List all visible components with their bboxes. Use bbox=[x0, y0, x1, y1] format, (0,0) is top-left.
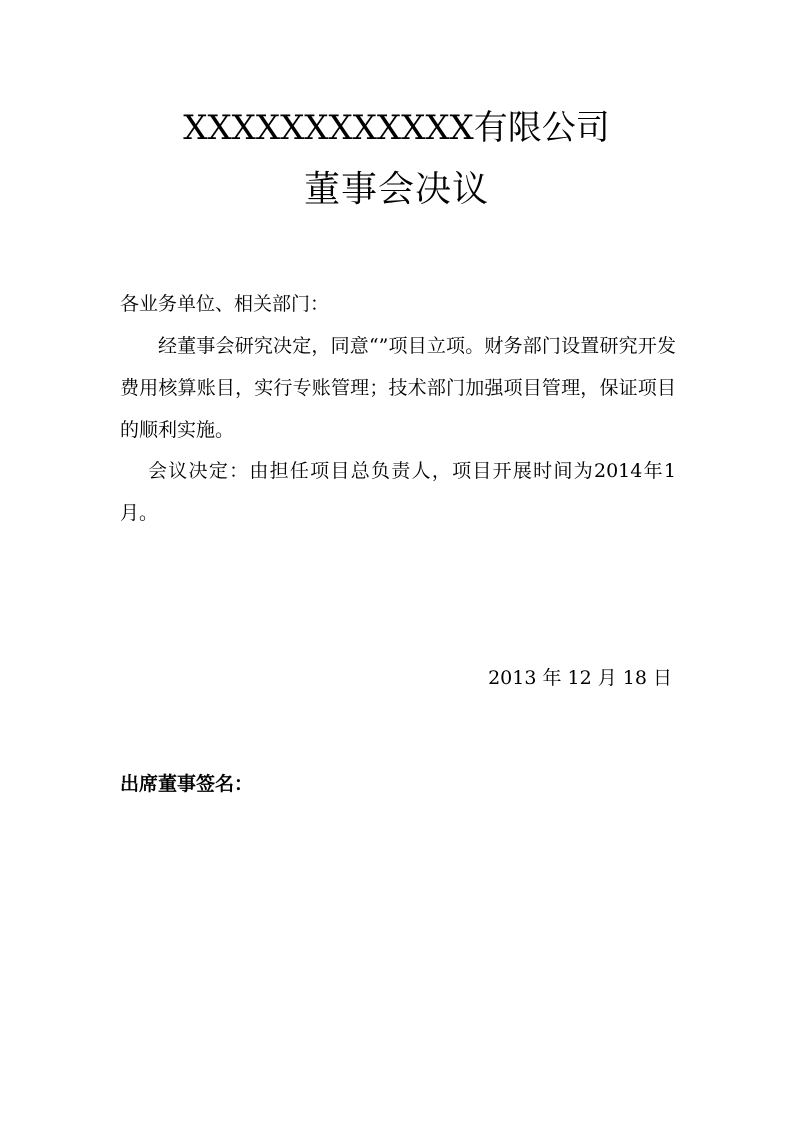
paragraph-decision: 会议决定：由担任项目总负责人，项目开展时间为2014年1月。 bbox=[120, 460, 676, 524]
paragraph-resolution: 经董事会研究决定，同意“”项目立项。财务部门设置研究开发费用核算账目，实行专账管理；技术部门加强项目管理，保证项目的顺利实施。 bbox=[120, 335, 676, 441]
document-title: 董事会决议 bbox=[303, 169, 489, 210]
date-line: 2013 年 12 月 18 日 bbox=[488, 667, 672, 689]
company-title: XXXXXXXXXXXX有限公司 bbox=[183, 108, 610, 148]
salutation: 各业务单位、相关部门： bbox=[120, 293, 330, 315]
signature-label: 出席董事签名： bbox=[120, 773, 254, 795]
